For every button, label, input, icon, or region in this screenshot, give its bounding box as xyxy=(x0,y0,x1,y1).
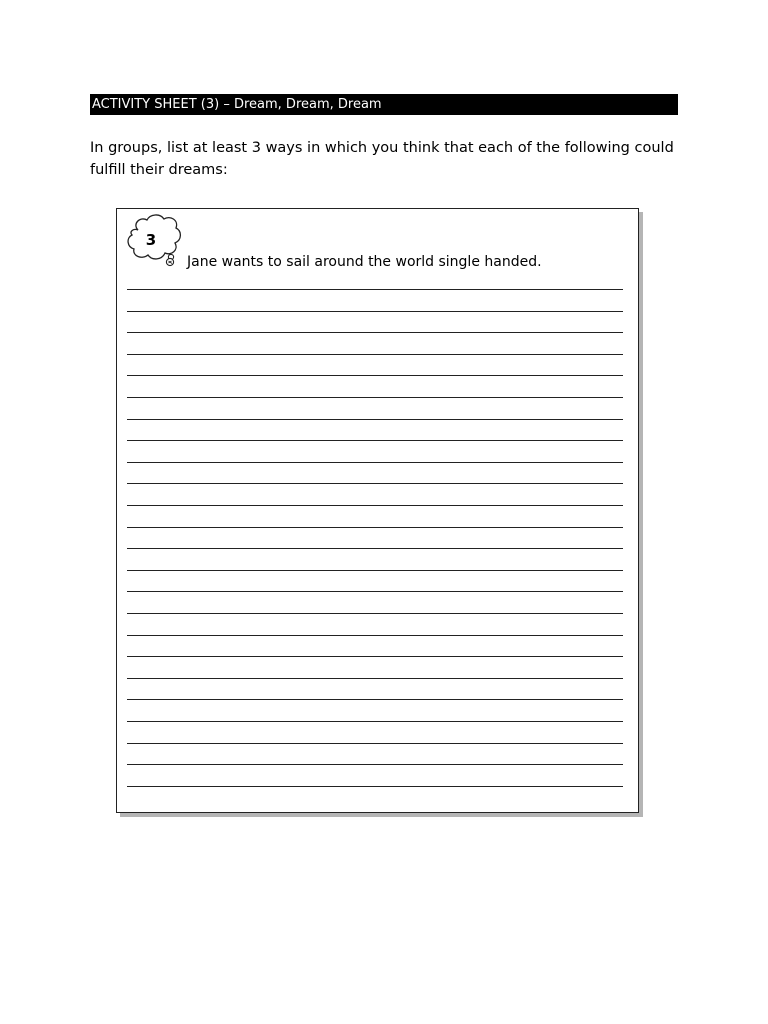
writing-line[interactable] xyxy=(127,375,623,376)
writing-line[interactable] xyxy=(127,289,623,290)
writing-line[interactable] xyxy=(127,462,623,463)
writing-line[interactable] xyxy=(127,764,623,765)
answer-box xyxy=(116,208,639,813)
writing-line[interactable] xyxy=(127,699,623,700)
writing-line[interactable] xyxy=(127,548,623,549)
writing-line[interactable] xyxy=(127,721,623,722)
writing-line[interactable] xyxy=(127,397,623,398)
writing-line[interactable] xyxy=(127,786,623,787)
writing-line[interactable] xyxy=(127,613,623,614)
writing-line[interactable] xyxy=(127,440,623,441)
exercise-prompt: Jane wants to sail around the world single handed. xyxy=(187,254,542,270)
writing-line[interactable] xyxy=(127,570,623,571)
writing-line[interactable] xyxy=(127,591,623,592)
writing-line[interactable] xyxy=(127,419,623,420)
writing-line[interactable] xyxy=(127,678,623,679)
writing-line[interactable] xyxy=(127,311,623,312)
writing-line[interactable] xyxy=(127,635,623,636)
writing-line[interactable] xyxy=(127,354,623,355)
activity-sheet-title: ACTIVITY SHEET (3) – Dream, Dream, Dream xyxy=(90,94,678,115)
writing-line[interactable] xyxy=(127,332,623,333)
writing-line[interactable] xyxy=(127,483,623,484)
writing-line[interactable] xyxy=(127,505,623,506)
exercise-number: 3 xyxy=(145,231,157,249)
writing-line[interactable] xyxy=(127,656,623,657)
instructions-text: In groups, list at least 3 ways in which you think that each of the following could fulfill their dreams: xyxy=(90,140,674,178)
writing-line[interactable] xyxy=(127,527,623,528)
writing-line[interactable] xyxy=(127,743,623,744)
